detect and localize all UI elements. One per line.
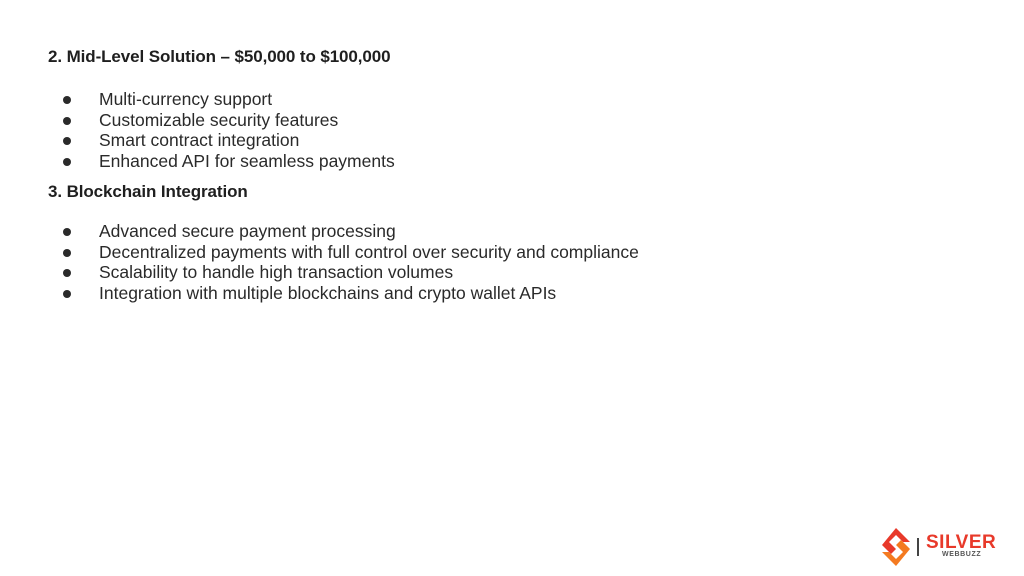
logo-subtext: WEBBUZZ <box>942 551 982 558</box>
bullet-icon <box>63 269 71 277</box>
logo-wordmark: SILVER <box>926 532 997 553</box>
list-item-text: Smart contract integration <box>99 130 300 150</box>
list-item-text: Enhanced API for seamless payments <box>99 150 395 171</box>
list-item-text: Decentralized payments with full control over security and compliance <box>99 241 639 262</box>
bullet-icon <box>63 290 71 298</box>
section-heading-mid-level: 2. Mid-Level Solution – $50,000 to $100,000 <box>48 47 391 66</box>
section-heading-blockchain: 3. Blockchain Integration <box>48 182 248 201</box>
silver-webbuzz-logo <box>880 527 1010 567</box>
bullet-icon <box>63 137 71 145</box>
bullet-icon <box>63 249 71 257</box>
logo-divider <box>917 538 919 556</box>
list-item-text: Advanced secure payment processing <box>99 221 396 241</box>
list-item-text: Scalability to handle high transaction volumes <box>99 262 454 282</box>
list-item-text: Integration with multiple blockchains and crypto wallet APIs <box>99 282 557 303</box>
bullet-icon <box>63 96 71 104</box>
bullet-icon <box>63 158 71 166</box>
bullet-icon <box>63 228 71 236</box>
list-item-text: Multi-currency support <box>99 89 273 109</box>
silver-webbuzz-diamond-icon <box>880 527 912 567</box>
bullet-icon <box>63 117 71 125</box>
list-item-text: Customizable security features <box>99 109 339 130</box>
